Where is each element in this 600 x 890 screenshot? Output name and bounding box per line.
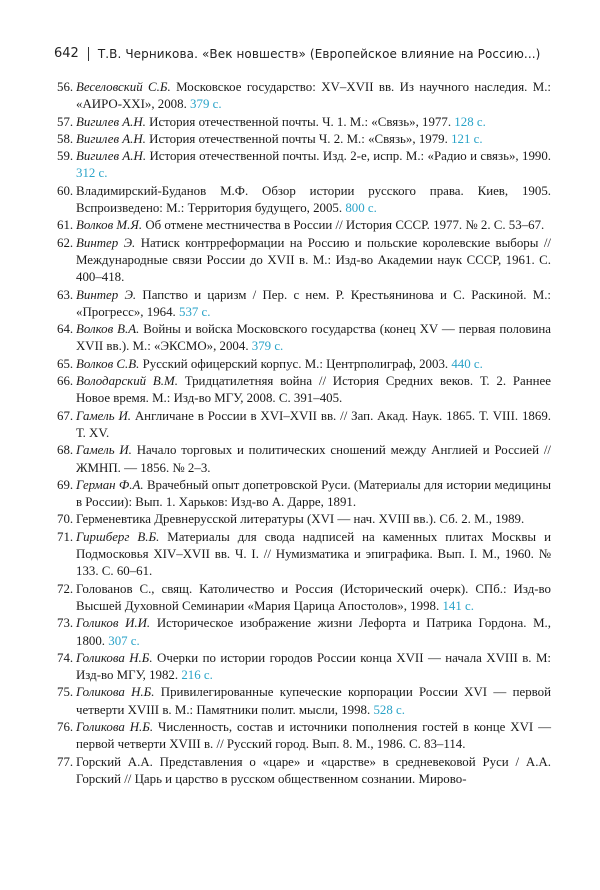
entry-number: 63.	[57, 287, 74, 302]
entry-page-count: 307 с.	[108, 633, 140, 648]
page-number: 642	[54, 46, 79, 61]
bibliography-entry	[57, 79, 551, 114]
entry-author: Герман Ф.А.	[76, 477, 144, 492]
entry-text: Натиск контрреформации на Россию и польские королевские выборы // Международные связи России до XVII в. М.: Изд-во Академии наук СССР, 1961. С. 400–418.	[76, 235, 551, 285]
bibliography-entry	[57, 183, 551, 218]
entry-number: 56.	[57, 80, 74, 94]
entry-number: 74.	[57, 650, 74, 665]
entry-author: Володарский В.М.	[76, 374, 178, 389]
entry-author: Гамель И.	[76, 408, 131, 423]
entry-text: Историческое изображение жизни Лефорта и Патрика Гордона. М., 1800.	[76, 616, 551, 648]
entry-page-count: 528 с.	[373, 702, 405, 717]
entry-number: 66.	[57, 374, 74, 389]
entry-text: Московское государство: XV–XVII вв. Из научного наследия. М.: «АИРО-XXI», 2008.	[76, 80, 552, 112]
entry-number: 67.	[57, 408, 74, 423]
entry-text: Начало торговых и политических сношений между Англией и Россией // ЖМНП. — 1856. № 2–3.	[76, 443, 551, 475]
entry-page-count: 379 с.	[190, 97, 222, 112]
bibliography-entry	[57, 356, 551, 373]
entry-number: 62.	[57, 235, 74, 250]
entry-text: Материалы для свода надписей на каменных плитах Москвы и Подмосковья XIV–XVII вв. Ч. I. // Нумизматика и эпиграфика. Вып. I. М., 1960. № 133. С. 60–61.	[76, 529, 551, 579]
entry-text: Герменевтика Древнерусской литературы (XVI — нач. XVIII вв.). Сб. 2. М., 1989.	[76, 512, 525, 527]
entry-page-count: 141 с.	[442, 598, 474, 613]
entry-number: 64.	[57, 322, 74, 337]
entry-text: Папство и царизм / Пер. с нем. Р. Крестьянинова и С. Раскиной. М.: «Прогресс», 1964.	[76, 287, 551, 319]
entry-author: Волков В.А.	[76, 322, 140, 337]
bibliography-entry	[57, 529, 551, 581]
bibliography-entry	[57, 719, 551, 754]
entry-author: Голикова Н.Б.	[76, 719, 154, 734]
bibliography-list	[57, 79, 551, 788]
entry-text: Тридцатилетняя война // История Средних веков. Т. 2. Раннее Новое время. М.: Изд-во МГУ, 2008. С. 391–405.	[76, 374, 551, 406]
entry-text: Численность, состав и источники пополнения гостей в конце XVI — первой четверти XVIII в. // Русский город. Вып. 8. М., 1986. С. 83–114.	[76, 719, 551, 752]
entry-number: 77.	[57, 754, 74, 769]
bibliography-entry	[57, 235, 551, 287]
bibliography-entry	[57, 754, 551, 789]
entry-number: 71.	[57, 529, 74, 544]
entry-page-count: 800 с.	[345, 201, 377, 216]
entry-number: 57.	[57, 114, 74, 129]
entry-author: Вигилев А.Н.	[76, 149, 147, 164]
bibliography-entry	[57, 684, 551, 719]
bibliography-entry	[57, 408, 551, 443]
entry-text: История отечественной почты. Ч. 1. М.: «Связь», 1977.	[149, 114, 452, 129]
entry-author: Голиков И.И.	[76, 616, 151, 631]
bibliography-entry	[57, 217, 551, 234]
entry-author: Вигилев А.Н.	[76, 131, 146, 146]
entry-number: 73.	[57, 616, 74, 631]
entry-author: Вигилев А.Н.	[76, 114, 146, 129]
entry-author: Винтер Э.	[76, 235, 136, 250]
bibliography-entry	[57, 373, 551, 408]
bibliography-entry	[57, 477, 551, 512]
entry-page-count: 121 с.	[451, 131, 483, 146]
entry-author: Голикова Н.Б.	[76, 650, 153, 665]
entry-number: 68.	[57, 443, 74, 458]
bibliography-entry	[57, 511, 551, 528]
entry-text: Войны и войска Московского государства (конец XV — первая половина XVII вв.). М.: «ЭКСМО», 2004.	[76, 322, 551, 354]
entry-author: Гиршберг В.Б.	[76, 529, 160, 544]
bibliography-entry	[57, 442, 551, 477]
entry-author: Винтер Э.	[76, 287, 137, 302]
entry-text: Голованов С., свящ. Католичество и Россия (Исторический очерк). СПб.: Изд-во Высшей Духовной Семинарии «Мария Царица Апостолов», 1998.	[76, 581, 551, 613]
entry-number: 70.	[57, 512, 74, 527]
entry-text: Англичане в России в XVI–XVII вв. // Зап. Акад. Наук. 1865. Т. VIII. 1869. Т. XV.	[76, 408, 551, 440]
entry-number: 60.	[57, 183, 74, 198]
entry-text: Горский А.А. Представления о «царе» и «царстве» в средневековой Руси / А.А. Горский // Царь и царство в русском общественном сознании. Мирово-	[76, 754, 551, 786]
entry-page-count: 537 с.	[179, 304, 211, 319]
entry-text: Об отмене местничества в России // История СССР. 1977. № 2. С. 53–67.	[145, 218, 545, 233]
bibliography-entry	[57, 131, 551, 148]
entry-number: 69.	[57, 477, 74, 492]
entry-page-count: 440 с.	[451, 356, 483, 371]
entry-number: 61.	[57, 218, 74, 233]
entry-author: Голикова Н.Б.	[76, 685, 155, 700]
entry-author: Волков С.В.	[76, 356, 140, 371]
entry-text: Очерки по истории городов России конца XVII — начала XVIII в. М: Изд-во МГУ, 1982.	[76, 650, 551, 683]
entry-author: Волков М.Я.	[76, 218, 143, 233]
bibliography-entry	[57, 615, 551, 650]
entry-text: История отечественной почты. Изд. 2-е, испр. М.: «Радио и связь», 1990.	[149, 149, 551, 164]
entry-text: Врачебный опыт допетровской Руси. (Материалы для истории медицины в России): Вып. 1. Харьков: Изд-во А. Дарре, 1891.	[76, 477, 551, 510]
entry-author: Веселовский С.Б.	[76, 80, 171, 94]
entry-number: 75.	[57, 685, 74, 700]
bibliography-entry	[57, 581, 551, 616]
entry-text: Русский офицерский корпус. М.: Центрполиграф, 2003.	[142, 356, 449, 371]
entry-number: 59.	[57, 149, 74, 164]
entry-page-count: 128 с.	[454, 114, 486, 129]
entry-text: Владимирский-Буданов М.Ф. Обзор истории русского права. Киев, 1905. Вспроизведено: М.: Территория будущего, 2005.	[76, 183, 551, 216]
bibliography-entry	[57, 650, 551, 685]
entry-page-count: 312 с.	[76, 166, 108, 181]
entry-number: 58.	[57, 131, 74, 146]
bibliography-entry	[57, 287, 551, 322]
bibliography-entry	[57, 148, 551, 183]
entry-page-count: 379 с.	[251, 339, 284, 354]
entry-number: 76.	[57, 719, 74, 734]
entry-text: Привилегированные купеческие корпорации России XVI — первой четверти XVIII в. М.: Памятники полит. мысли, 1998.	[76, 685, 551, 717]
entry-number: 65.	[57, 356, 74, 371]
bibliography-entry	[57, 321, 551, 356]
bibliography-entry	[57, 114, 551, 131]
entry-number: 72.	[57, 581, 74, 596]
running-title: Т.В. Черникова. «Век новшеств» (Европейское влияние на Россию...)	[97, 46, 541, 61]
entry-page-count: 216 с.	[181, 668, 213, 683]
entry-author: Гамель И.	[76, 443, 132, 458]
entry-text: История отечественной почты Ч. 2. М.: «Связь», 1979.	[149, 131, 448, 146]
header-divider	[88, 47, 89, 61]
page-header	[54, 46, 560, 61]
